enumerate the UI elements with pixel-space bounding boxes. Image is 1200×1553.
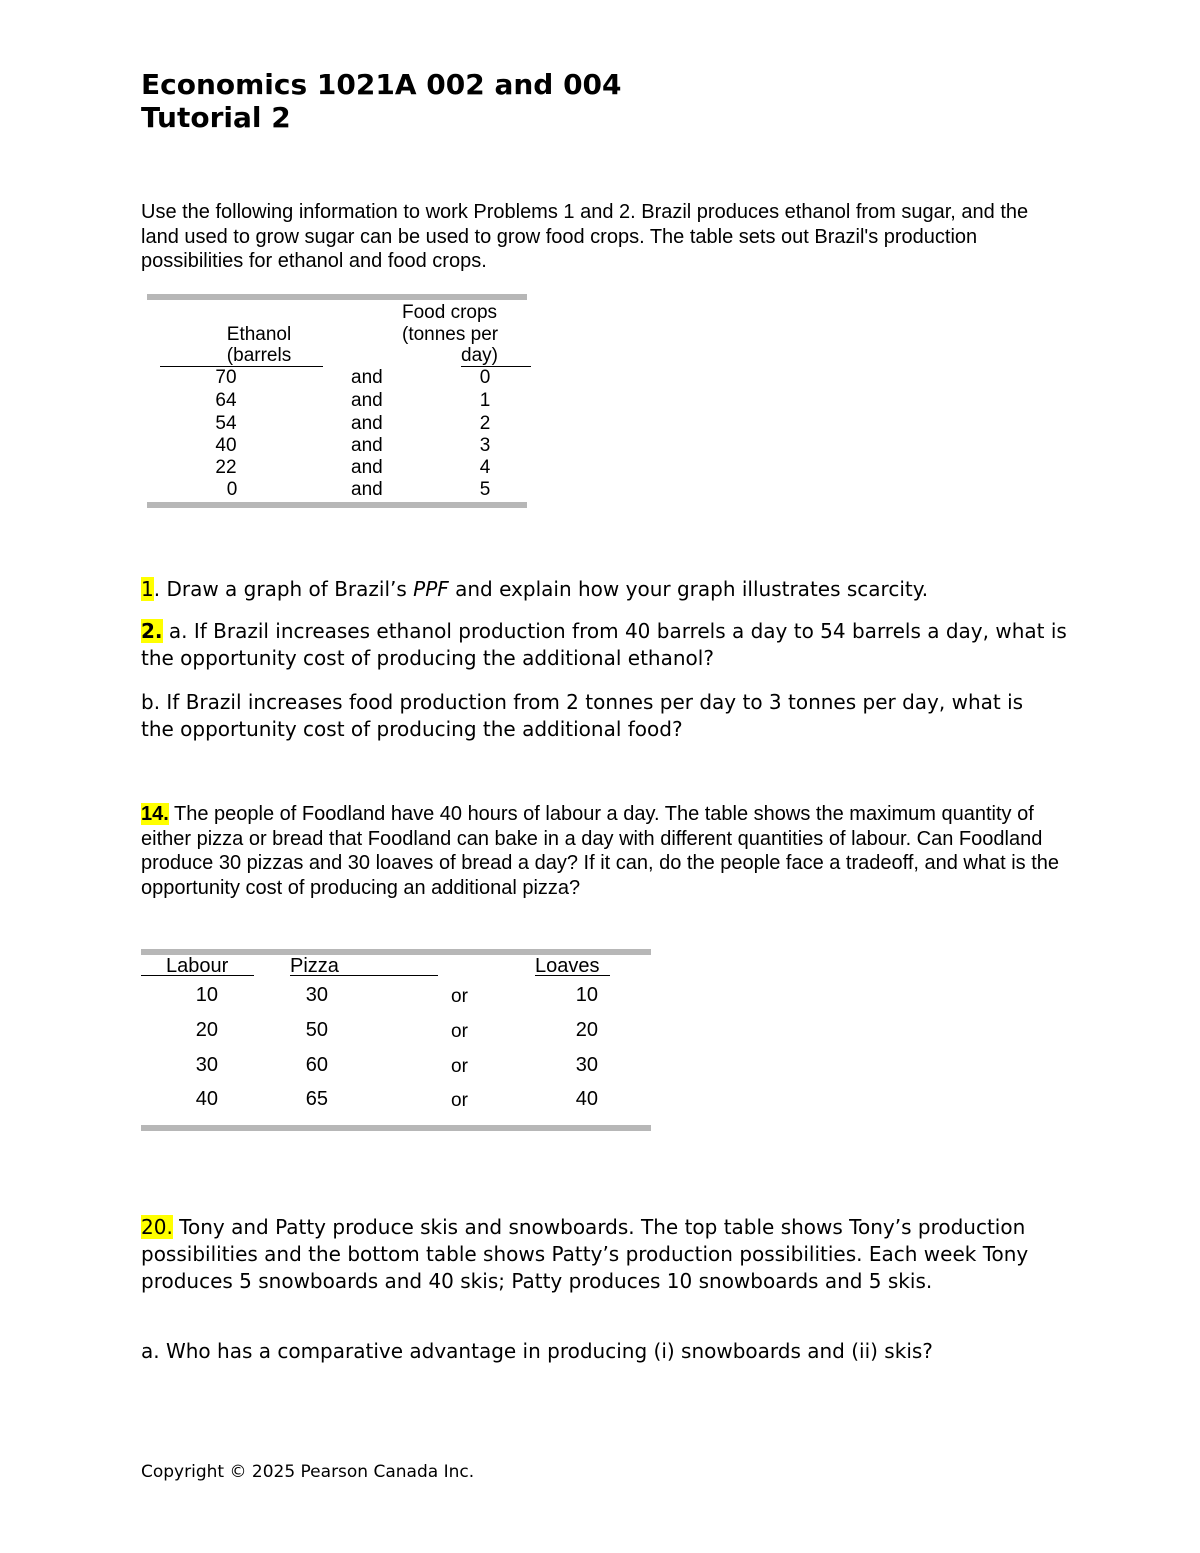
table-cell: 0 [226,479,238,500]
table-cell: 50 [305,1019,328,1041]
loaves-header: Loaves [535,955,600,977]
question-number: 1 [141,577,154,601]
food-header-2: (tonnes per [402,324,499,345]
table-cell: 40 [195,1088,218,1110]
title-line-2: Tutorial 2 [141,101,291,134]
table-cell: and [351,413,383,434]
question-text: The people of Foodland have 40 hours of labour a day. The table shows the maximum quantity of either pizza or bread that Foodland can bake in a day with different quantities of labour. Can Foodland produce 30 pizzas and 30 loaves of bread a day? If it can, do the people face a tradeoff, and what is the opportunity cost of producing an additional pizza? [141,803,1060,899]
ethanol-header-1: Ethanol [226,324,292,345]
question-1 [141,576,1071,603]
table-cell: 30 [305,984,328,1006]
question-14 [141,802,1066,900]
pizza-header: Pizza [290,955,339,977]
table-bottom-rule [141,1125,651,1131]
loaves-header-underline [535,975,610,976]
table-cell: 2 [479,413,491,434]
question-2a [141,618,1071,672]
table-cell: and [351,479,383,500]
table-cell: 30 [575,1054,598,1076]
question-text-italic: PPF [413,577,449,601]
question-number: 20. [141,1215,173,1239]
question-20a: a. Who has a comparative advantage in producing (i) snowboards and (ii) skis? [141,1339,933,1363]
table-cell: and [351,435,383,456]
table-cell: 10 [575,984,598,1006]
question-number: 2. [141,619,163,643]
table-cell: 1 [479,390,491,411]
table-cell: and [351,390,383,411]
title-line-1: Economics 1021A 002 and 004 [141,68,622,101]
table-cell: 60 [305,1054,328,1076]
question-text: Tony and Patty produce skis and snowboards. The top table shows Tony’s production possibilities and the bottom table shows Patty’s production possibilities. Each week Tony produces 5 snowboards and 40 skis; Patty produces 10 snowboards and 5 skis. [141,1215,1029,1293]
table-cell: or [451,1056,468,1077]
table-cell: 22 [215,457,237,478]
ethanol-header-2: (barrels [226,345,292,366]
table-bottom-rule [147,502,527,508]
question-2b: b. If Brazil increases food production from 2 tonnes per day to 3 tonnes per day, what is the opportunity cost of producing the additional food? [141,690,1024,741]
table-cell: 70 [215,367,237,388]
question-20 [141,1214,1066,1295]
question-text: . Draw a graph of Brazil’s [153,577,414,601]
table-cell: and [351,367,383,388]
table-cell: 3 [479,435,491,456]
pizza-header-underline [290,975,438,976]
table-cell: or [451,986,468,1007]
table-top-rule [147,294,527,300]
labour-header: Labour [166,955,229,977]
food-header-1: Food crops [402,302,498,323]
intro-paragraph: Use the following information to work Problems 1 and 2. Brazil produces ethanol from sugar, and the land used to grow sugar can be used to grow food crops. The table sets out Brazil's production possibilities for ethanol and food crops. [141,201,1029,272]
table-cell: 30 [195,1054,218,1076]
table-cell: 20 [575,1019,598,1041]
question-number: 14. [141,803,169,825]
table-cell: 40 [575,1088,598,1110]
food-header-3: day) [461,345,498,366]
table-cell: 4 [479,457,491,478]
table-cell: 54 [215,413,237,434]
question-text: and explain how your graph illustrates scarcity. [448,577,929,601]
question-text: a. If Brazil increases ethanol production from 40 barrels a day to 54 barrels a day, what is the opportunity cost of producing the additional ethanol? [141,619,1067,670]
table-cell: and [351,457,383,478]
labour-header-cell [141,955,254,977]
copyright-footer: Copyright © 2025 Pearson Canada Inc. [141,1462,475,1482]
labour-header-underline [141,975,254,976]
table-cell: 40 [215,435,237,456]
table-cell: 5 [479,479,491,500]
page-title [141,68,622,134]
table-cell: 10 [195,984,218,1006]
table-cell: 20 [195,1019,218,1041]
table-cell: or [451,1021,468,1042]
table-cell: 0 [479,367,491,388]
table-cell: 65 [305,1088,328,1110]
table-cell: 64 [215,390,237,411]
table-cell: or [451,1090,468,1111]
